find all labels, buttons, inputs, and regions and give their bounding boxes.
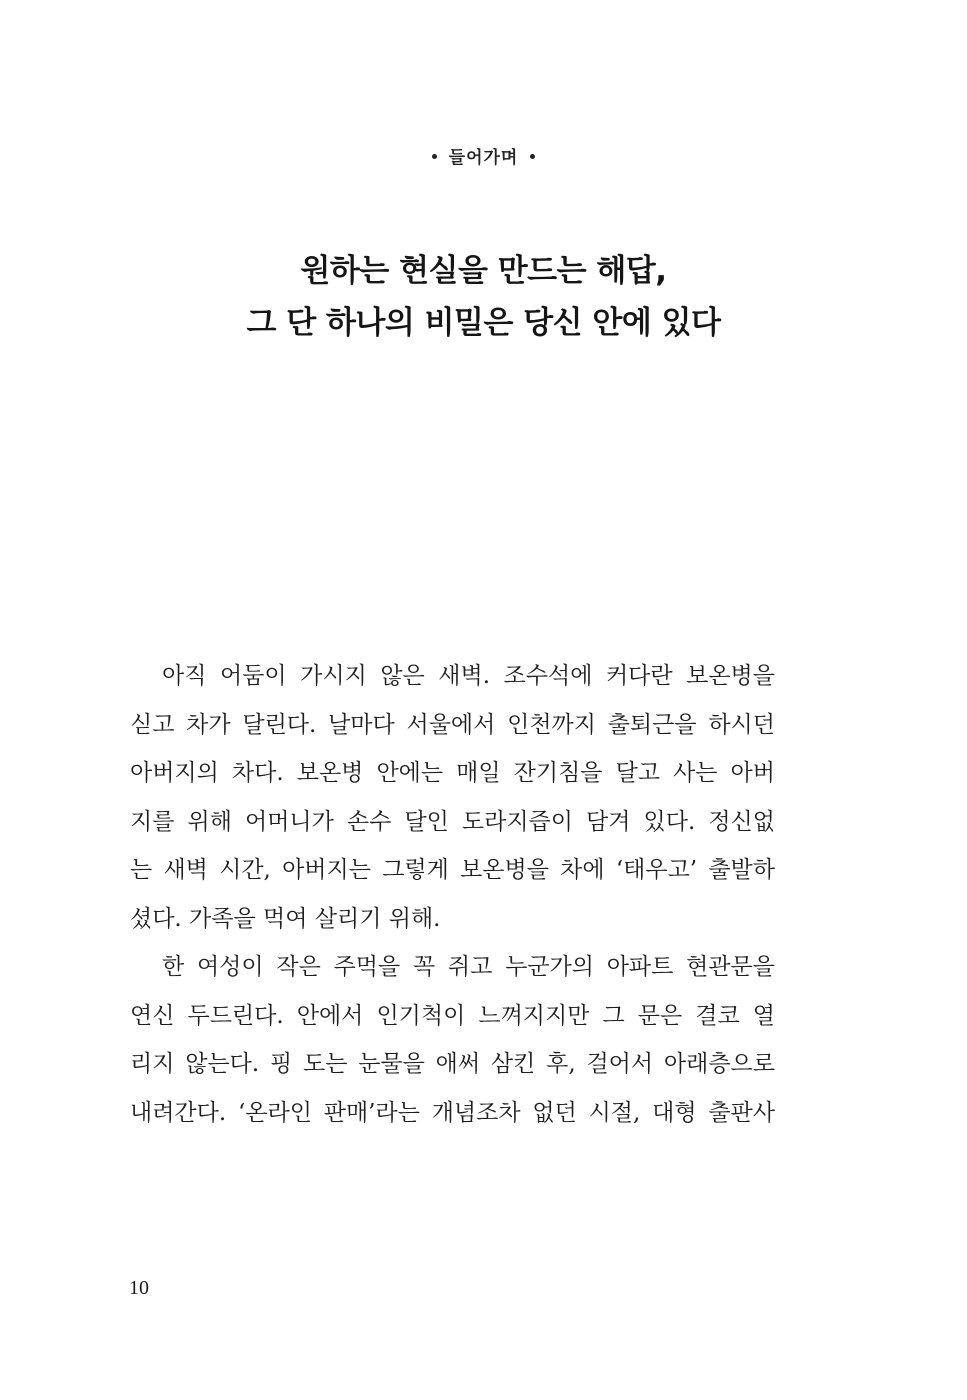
chapter-title (0, 245, 967, 349)
bullet-dot-icon (432, 154, 437, 159)
page-number: 10 (129, 1277, 149, 1299)
paragraph (130, 652, 775, 943)
body-text (130, 652, 775, 1137)
text-line: 싣고 차가 달린다. 날마다 서울에서 인천까지 출퇴근을 하시던 (130, 711, 775, 738)
chapter-title-line: 원하는 현실을 만드는 해답, (300, 253, 667, 289)
chapter-title-line: 그 단 하나의 비밀은 당신 안에 있다 (246, 305, 721, 341)
text-line: 셨다. 가족을 먹여 살리기 위해. (130, 905, 441, 932)
text-line: 리지 않는다. 핑 도는 눈물을 애써 삼킨 후, 걸어서 아래층으로 (130, 1051, 775, 1077)
text-line: 연신 두드린다. 안에서 인기척이 느껴지지만 그 문은 결코 열 (130, 1002, 775, 1029)
section-label-text: 들어가며 (448, 148, 519, 168)
text-line: 는 새벽 시간, 아버지는 그렇게 보온병을 차에 ‘태우고’ 출발하 (130, 857, 775, 883)
bullet-dot-icon (530, 154, 535, 159)
text-line: 한 여성이 작은 주먹을 꼭 쥐고 누군가의 아파트 현관문을 (162, 954, 775, 980)
section-label (0, 143, 967, 168)
paragraph (130, 943, 775, 1137)
text-line: 지를 위해 어머니가 손수 달인 도라지즙이 담겨 있다. 정신없 (130, 808, 775, 835)
text-line: 아직 어둠이 가시지 않은 새벽. 조수석에 커다란 보온병을 (162, 663, 775, 689)
text-line: 아버지의 차다. 보온병 안에는 매일 잔기침을 달고 사는 아버 (130, 760, 775, 786)
text-line: 내려간다. ‘온라인 판매’라는 개념조차 없던 시절, 대형 출판사 (130, 1099, 775, 1126)
